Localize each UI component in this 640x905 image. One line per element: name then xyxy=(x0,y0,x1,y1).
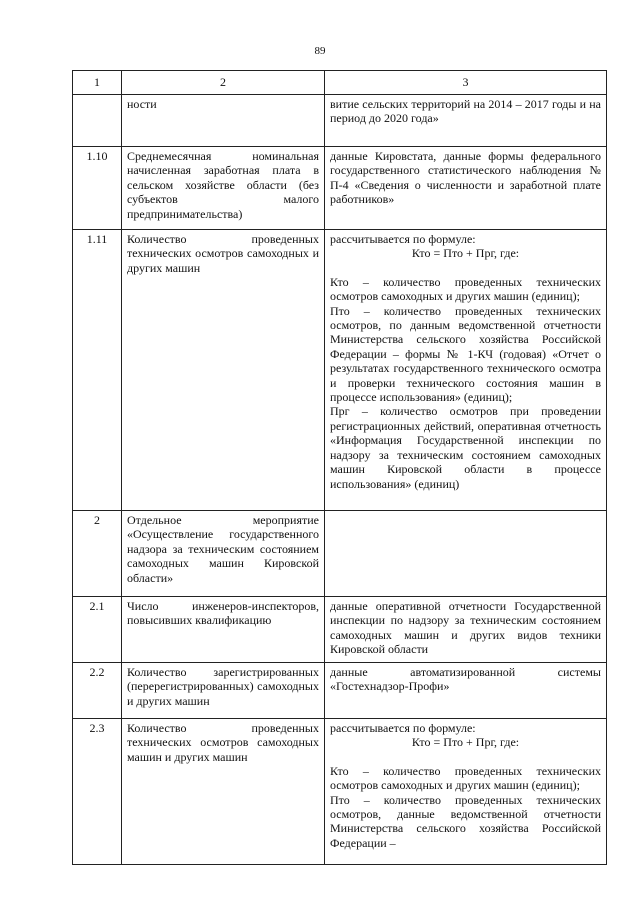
indicator-table xyxy=(72,70,607,865)
indicator-method xyxy=(325,719,607,865)
method-text: данные автоматизированной системы «Гостехнадзор-Профи» xyxy=(330,665,601,694)
method-text: Прг – количество осмотров при проведении регистрационных действий, оперативная отчетность «Информация Государственной инспекции по надзору за техническим состоянием самоходных машин Кировской области в процессе использования» (единиц) xyxy=(330,404,601,491)
indicator-method xyxy=(325,663,607,719)
indicator-name: Количество проведенных технических осмотров самоходных и других машин xyxy=(122,230,325,511)
method-text: Пто – количество проведенных технических осмотров, по данным ведомственной отчетности Министерства сельского хозяйства Российской Федерации – формы № 1-КЧ (годовая) «Отчет о результатах государственного технического осмотра и проверки технического состояния машин в процессе использования» (единиц); xyxy=(330,303,601,405)
method-text: Кто – количество проведенных технических осмотров самоходных и других машин (единиц); xyxy=(330,763,601,793)
header-col-2: 2 xyxy=(122,71,325,95)
header-col-1: 1 xyxy=(73,71,122,95)
row-number: 2.2 xyxy=(73,663,122,719)
table-header-row xyxy=(73,71,607,95)
table-row xyxy=(73,230,607,511)
formula: Кто = Пто + Прг, где: xyxy=(411,735,520,750)
row-number: 1.11 xyxy=(73,230,122,511)
indicator-method xyxy=(325,147,607,230)
indicator-name: Количество проведенных технических осмотров самоходных машин и других машин xyxy=(122,719,325,865)
method-text: данные оперативной отчетности Государственной инспекции по надзору за техническим состоянием самоходных машин и других видов техники Кировской области xyxy=(330,599,601,657)
indicator-name: Число инженеров-инспекторов, повысивших квалификацию xyxy=(122,597,325,663)
table-row xyxy=(73,719,607,865)
indicator-name: ности xyxy=(122,95,325,147)
indicator-method xyxy=(325,511,607,597)
page-number: 89 xyxy=(314,45,326,57)
table-row xyxy=(73,597,607,663)
row-number: 1.10 xyxy=(73,147,122,230)
indicator-method xyxy=(325,597,607,663)
table-row xyxy=(73,147,607,230)
method-intro: рассчитывается по формуле: xyxy=(330,232,476,246)
table-row xyxy=(73,95,607,147)
indicator-name: Отдельное мероприятие «Осуществление государственного надзора за техническим состоянием самоходных машин Кировской области» xyxy=(122,511,325,597)
method-intro: рассчитывается по формуле: xyxy=(330,721,476,735)
formula: Кто = Пто + Прг, где: xyxy=(411,246,520,261)
row-number: 2.1 xyxy=(73,597,122,663)
method-text: Кто – количество проведенных технических осмотров самоходных и других машин (единиц); xyxy=(330,274,601,304)
indicator-method xyxy=(325,230,607,511)
row-number xyxy=(73,95,122,147)
table-row xyxy=(73,511,607,597)
indicator-name: Количество зарегистрированных (перерегистрированных) самоходных и других машин xyxy=(122,663,325,719)
indicator-method xyxy=(325,95,607,147)
row-number: 2.3 xyxy=(73,719,122,865)
method-text: данные Кировстата, данные формы федерального государственного статистического наблюдения № П-4 «Сведения о численности и заработной плате работников» xyxy=(330,149,601,207)
table-row xyxy=(73,663,607,719)
method-text: Пто – количество проведенных технических осмотров, данные ведомственной отчетности Министерства сельского хозяйства Российской Федерации – xyxy=(330,792,601,850)
indicator-name: Среднемесячная номинальная начисленная заработная плата в сельском хозяйстве области (без субъектов малого предпринимательства) xyxy=(122,147,325,230)
method-text: витие сельских территорий на 2014 – 2017 годы и на период до 2020 года» xyxy=(330,97,601,126)
header-col-3: 3 xyxy=(325,71,607,95)
row-number: 2 xyxy=(73,511,122,597)
